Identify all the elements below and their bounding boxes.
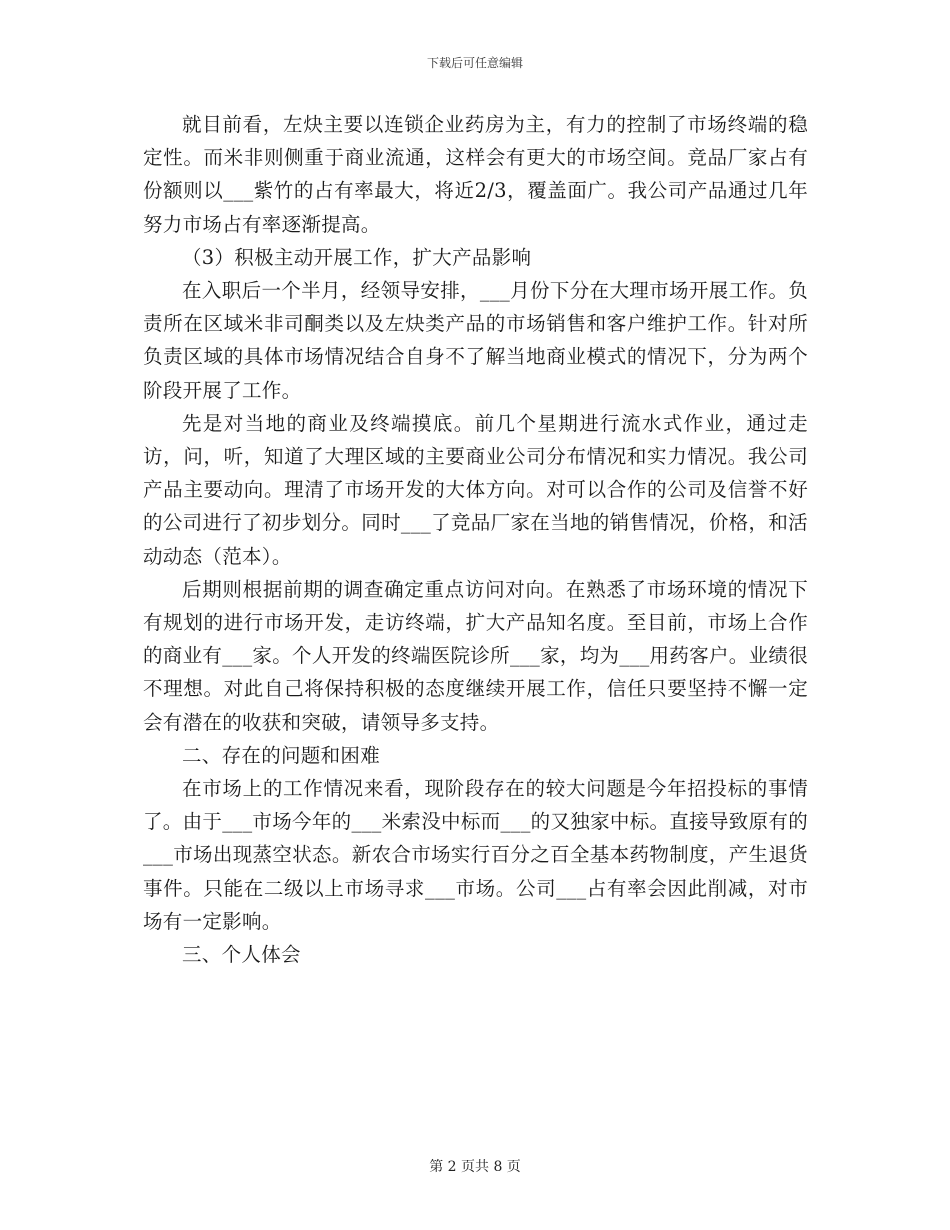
section-heading-3: （3）积极主动开展工作，扩大产品影响 — [182, 245, 532, 269]
page-footer: 第 2 页共 8 页 — [429, 1159, 521, 1175]
document-body — [143, 108, 808, 971]
paragraph: 后期则根据前期的调查确定重点访问对向。在熟悉了市场环境的情况下有规划的进行市场开发，走访终端，扩大产品知名度。至目前，市场上合作的商业有___家。个人开发的终端医院诊所___家，均为___用药客户。业绩很不理想。对此自己将保持积极的态度继续开展工作，信任只要坚持不懈一定会有潜在的收获和突破，请领导多支持。 — [143, 577, 808, 734]
paragraph: 先是对当地的商业及终端摸底。前几个星期进行流水式作业，通过走访，问，听，知道了大理区域的主要商业公司分布情况和实力情况。我公司产品主要动向。理清了市场开发的大体方向。对可以合作的公司及信誉不好的公司进行了初步划分。同时___了竞品厂家在当地的销售情况，价格，和活动动态（范本）。 — [143, 411, 808, 568]
page-header: 下载后可任意编辑 — [426, 56, 523, 70]
paragraph: 在市场上的工作情况来看，现阶段存在的较大问题是今年招投标的事情了。由于___市场今年的___米索没中标而___的又独家中标。直接导致原有的___市场出现蒸空状态。新农合市场实行百分之百全基本药物制度，产生退货事件。只能在二级以上市场寻求___市场。公司___占有率会因此削减，对市场有一定影响。 — [143, 777, 808, 933]
section-heading-problems: 二、存在的问题和困难 — [182, 743, 381, 767]
paragraph: 就目前看，左炔主要以连锁企业药房为主，有力的控制了市场终端的稳定性。而米非则侧重于商业流通，这样会有更大的市场空间。竞品厂家占有份额则以___紫竹的占有率最大，将近2/3，覆盖面广。我公司产品通过几年努力市场占有率逐渐提高。 — [143, 113, 808, 236]
paragraph: 在入职后一个半月，经领导安排，___月份下分在大理市场开展工作。负责所在区域米非司酮类以及左炔类产品的市场销售和客户维护工作。针对所负责区域的具体市场情况结合自身不了解当地商业模式的情况下，分为两个阶段开展了工作。 — [143, 279, 808, 402]
section-heading-personal: 三、个人体会 — [182, 943, 301, 967]
